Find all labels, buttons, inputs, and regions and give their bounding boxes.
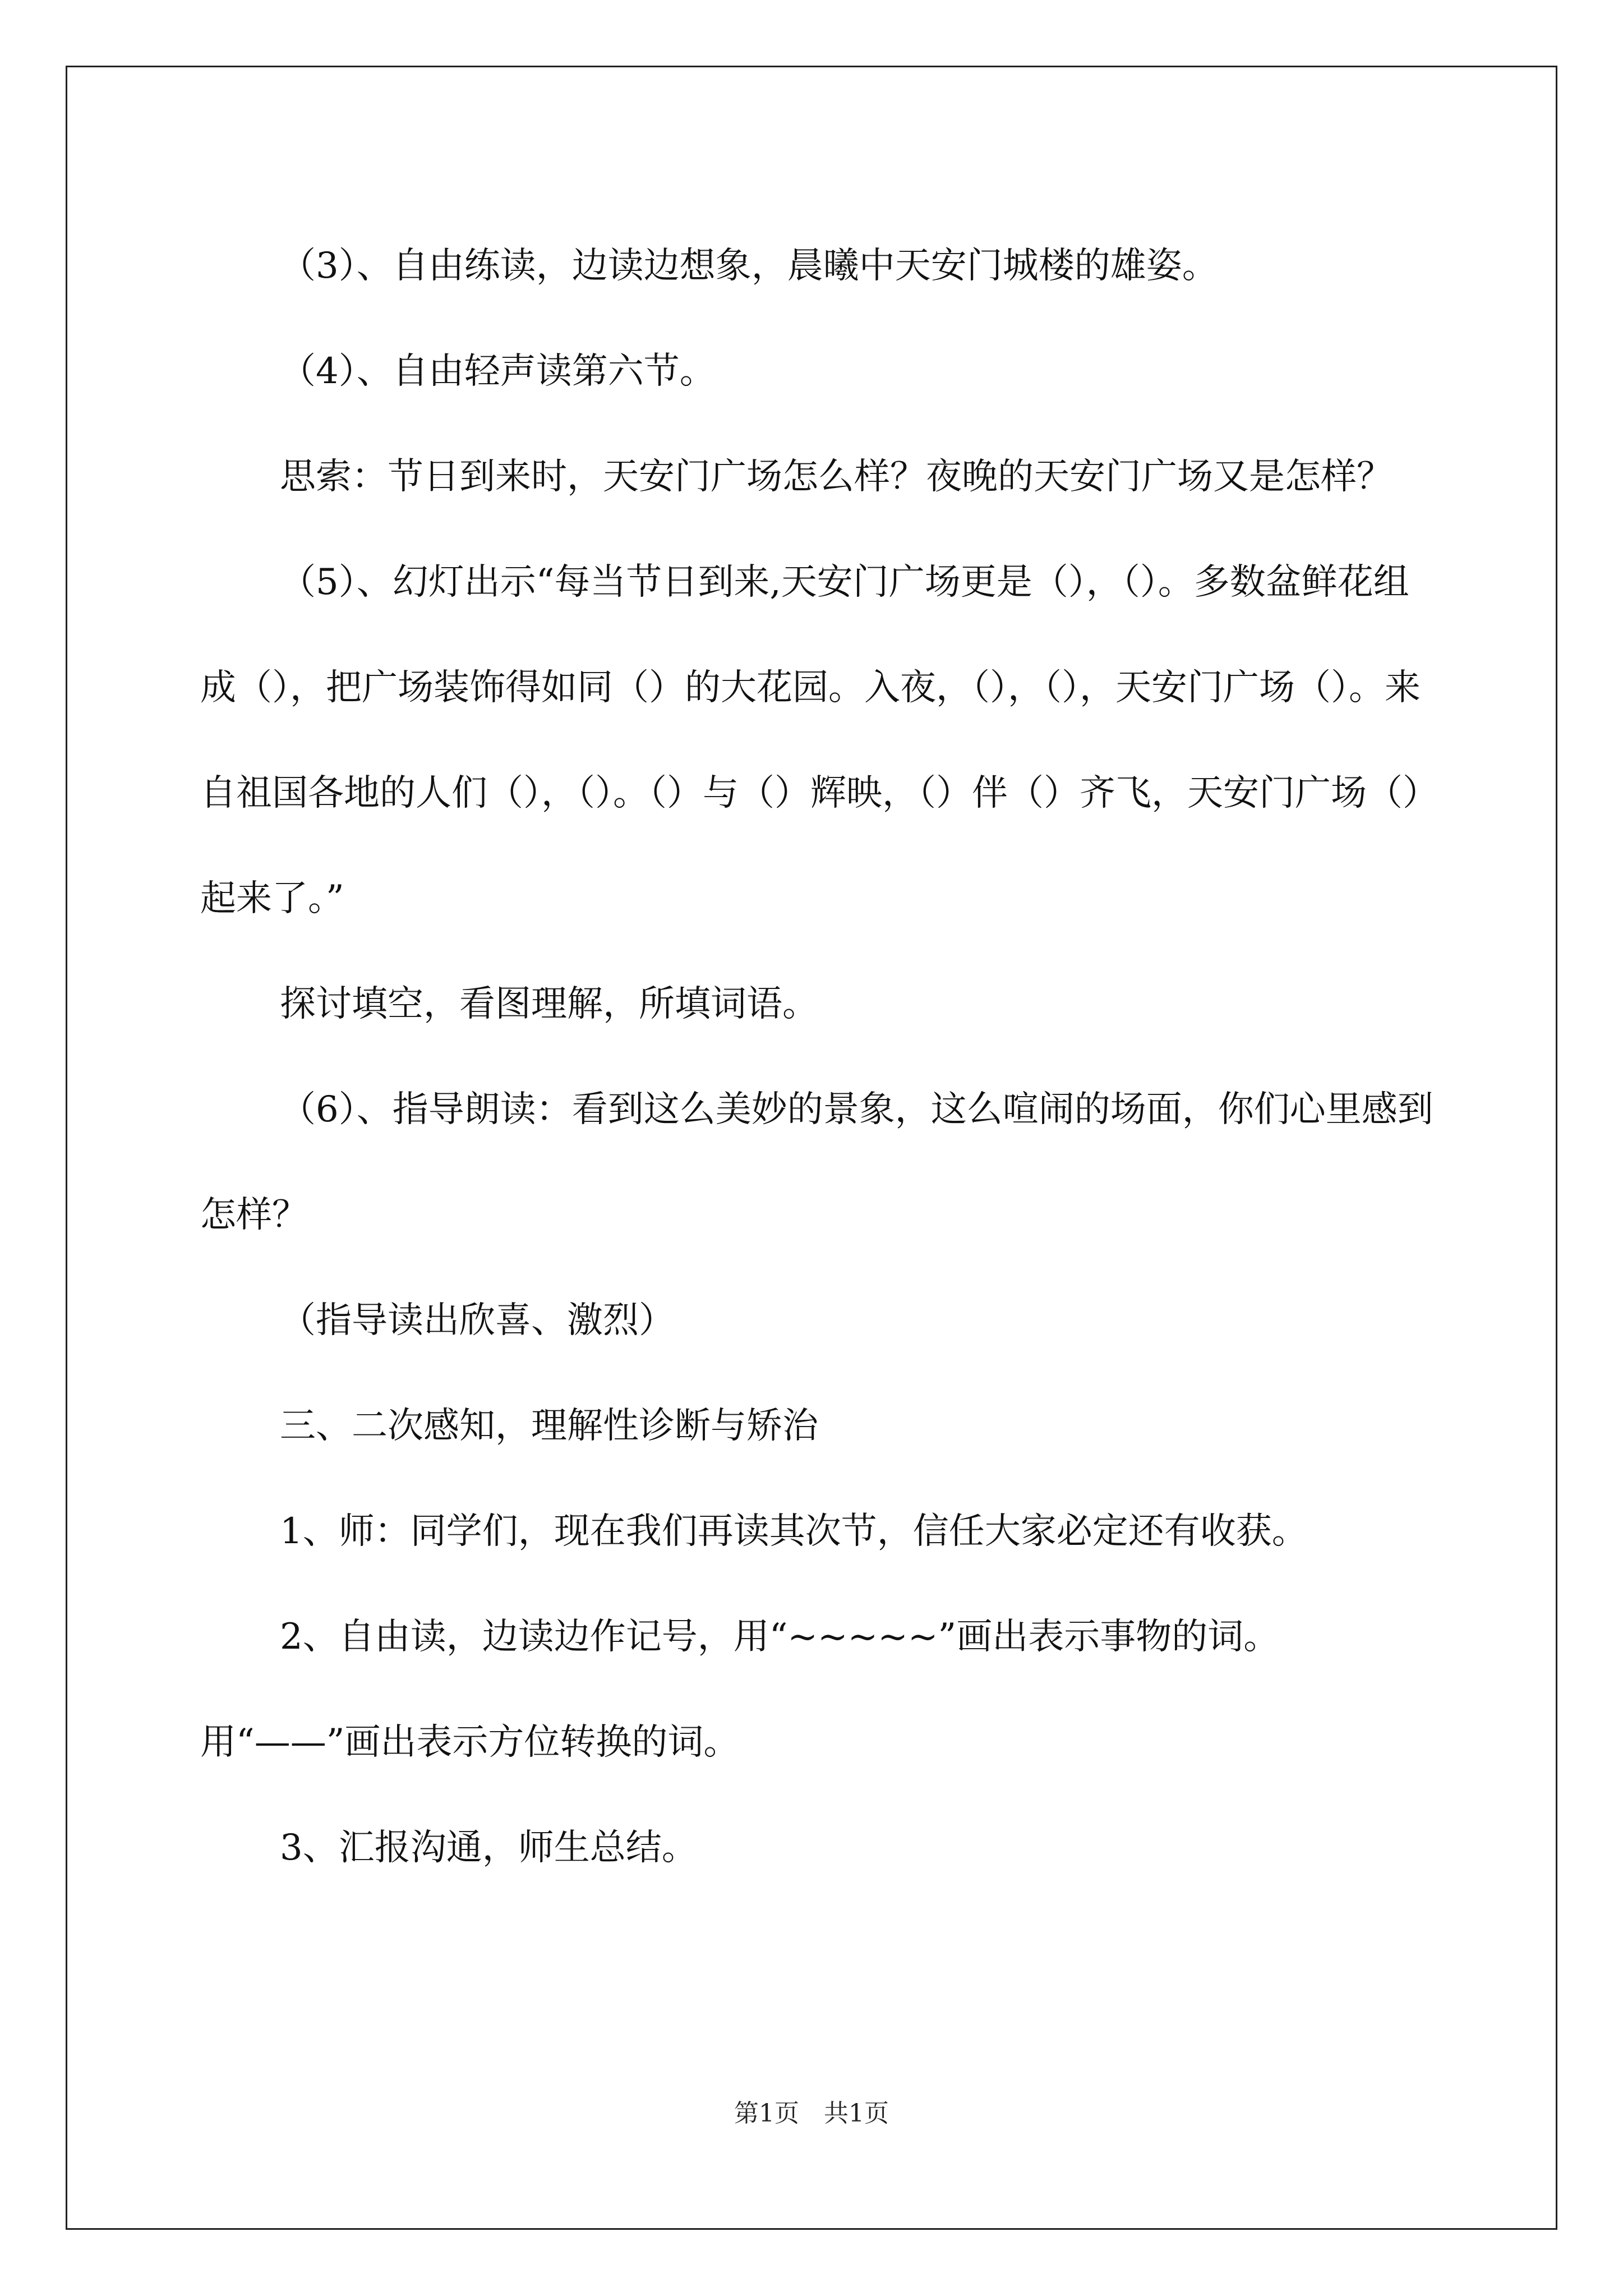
paragraph-11: 3、汇报沟通，师生总结。 bbox=[280, 1827, 698, 1869]
paragraph-10: 2、自由读，边读边作记号，用“~~~~~”画出表示事物的词。用“——”画出表示方位转换的词。 bbox=[200, 1616, 1280, 1763]
document-body bbox=[200, 213, 1434, 1901]
paragraph-3: 思索：节日到来时，天安门广场怎么样？夜晚的天安门广场又是怎样？ bbox=[280, 456, 1393, 498]
paragraph-2: （4）、自由轻声读第六节。 bbox=[280, 351, 716, 392]
section-heading: 三、二次感知，理解性诊断与矫治 bbox=[280, 1405, 818, 1447]
paragraph-9: 1、师：同学们，现在我们再读其次节，信任大家必定还有收获。 bbox=[280, 1511, 1308, 1552]
paragraph-4: （5）、幻灯出示“每当节日到来,天安门广场更是（），（）。多数盆鲜花组成（），把广场装饰得如同（）的大花园。入夜，（），（），天安门广场（）。来自祖国各地的人们（），（）。（）与（）辉映，（）伴（）齐飞，天安门广场（）起来了。” bbox=[200, 562, 1421, 919]
paragraph-6: （6）、指导朗读：看到这么美妙的景象，这么喧闹的场面，你们心里感到怎样？ bbox=[200, 1089, 1433, 1236]
paragraph-7: （指导读出欣喜、激烈） bbox=[280, 1300, 675, 1341]
paragraph-5: 探讨填空，看图理解，所填词语。 bbox=[280, 983, 818, 1025]
page-footer: 第1页 共1页 bbox=[734, 2099, 889, 2128]
paragraph-1: （3）、自由练读，边读边想象，晨曦中天安门城楼的雄姿。 bbox=[280, 245, 1218, 287]
